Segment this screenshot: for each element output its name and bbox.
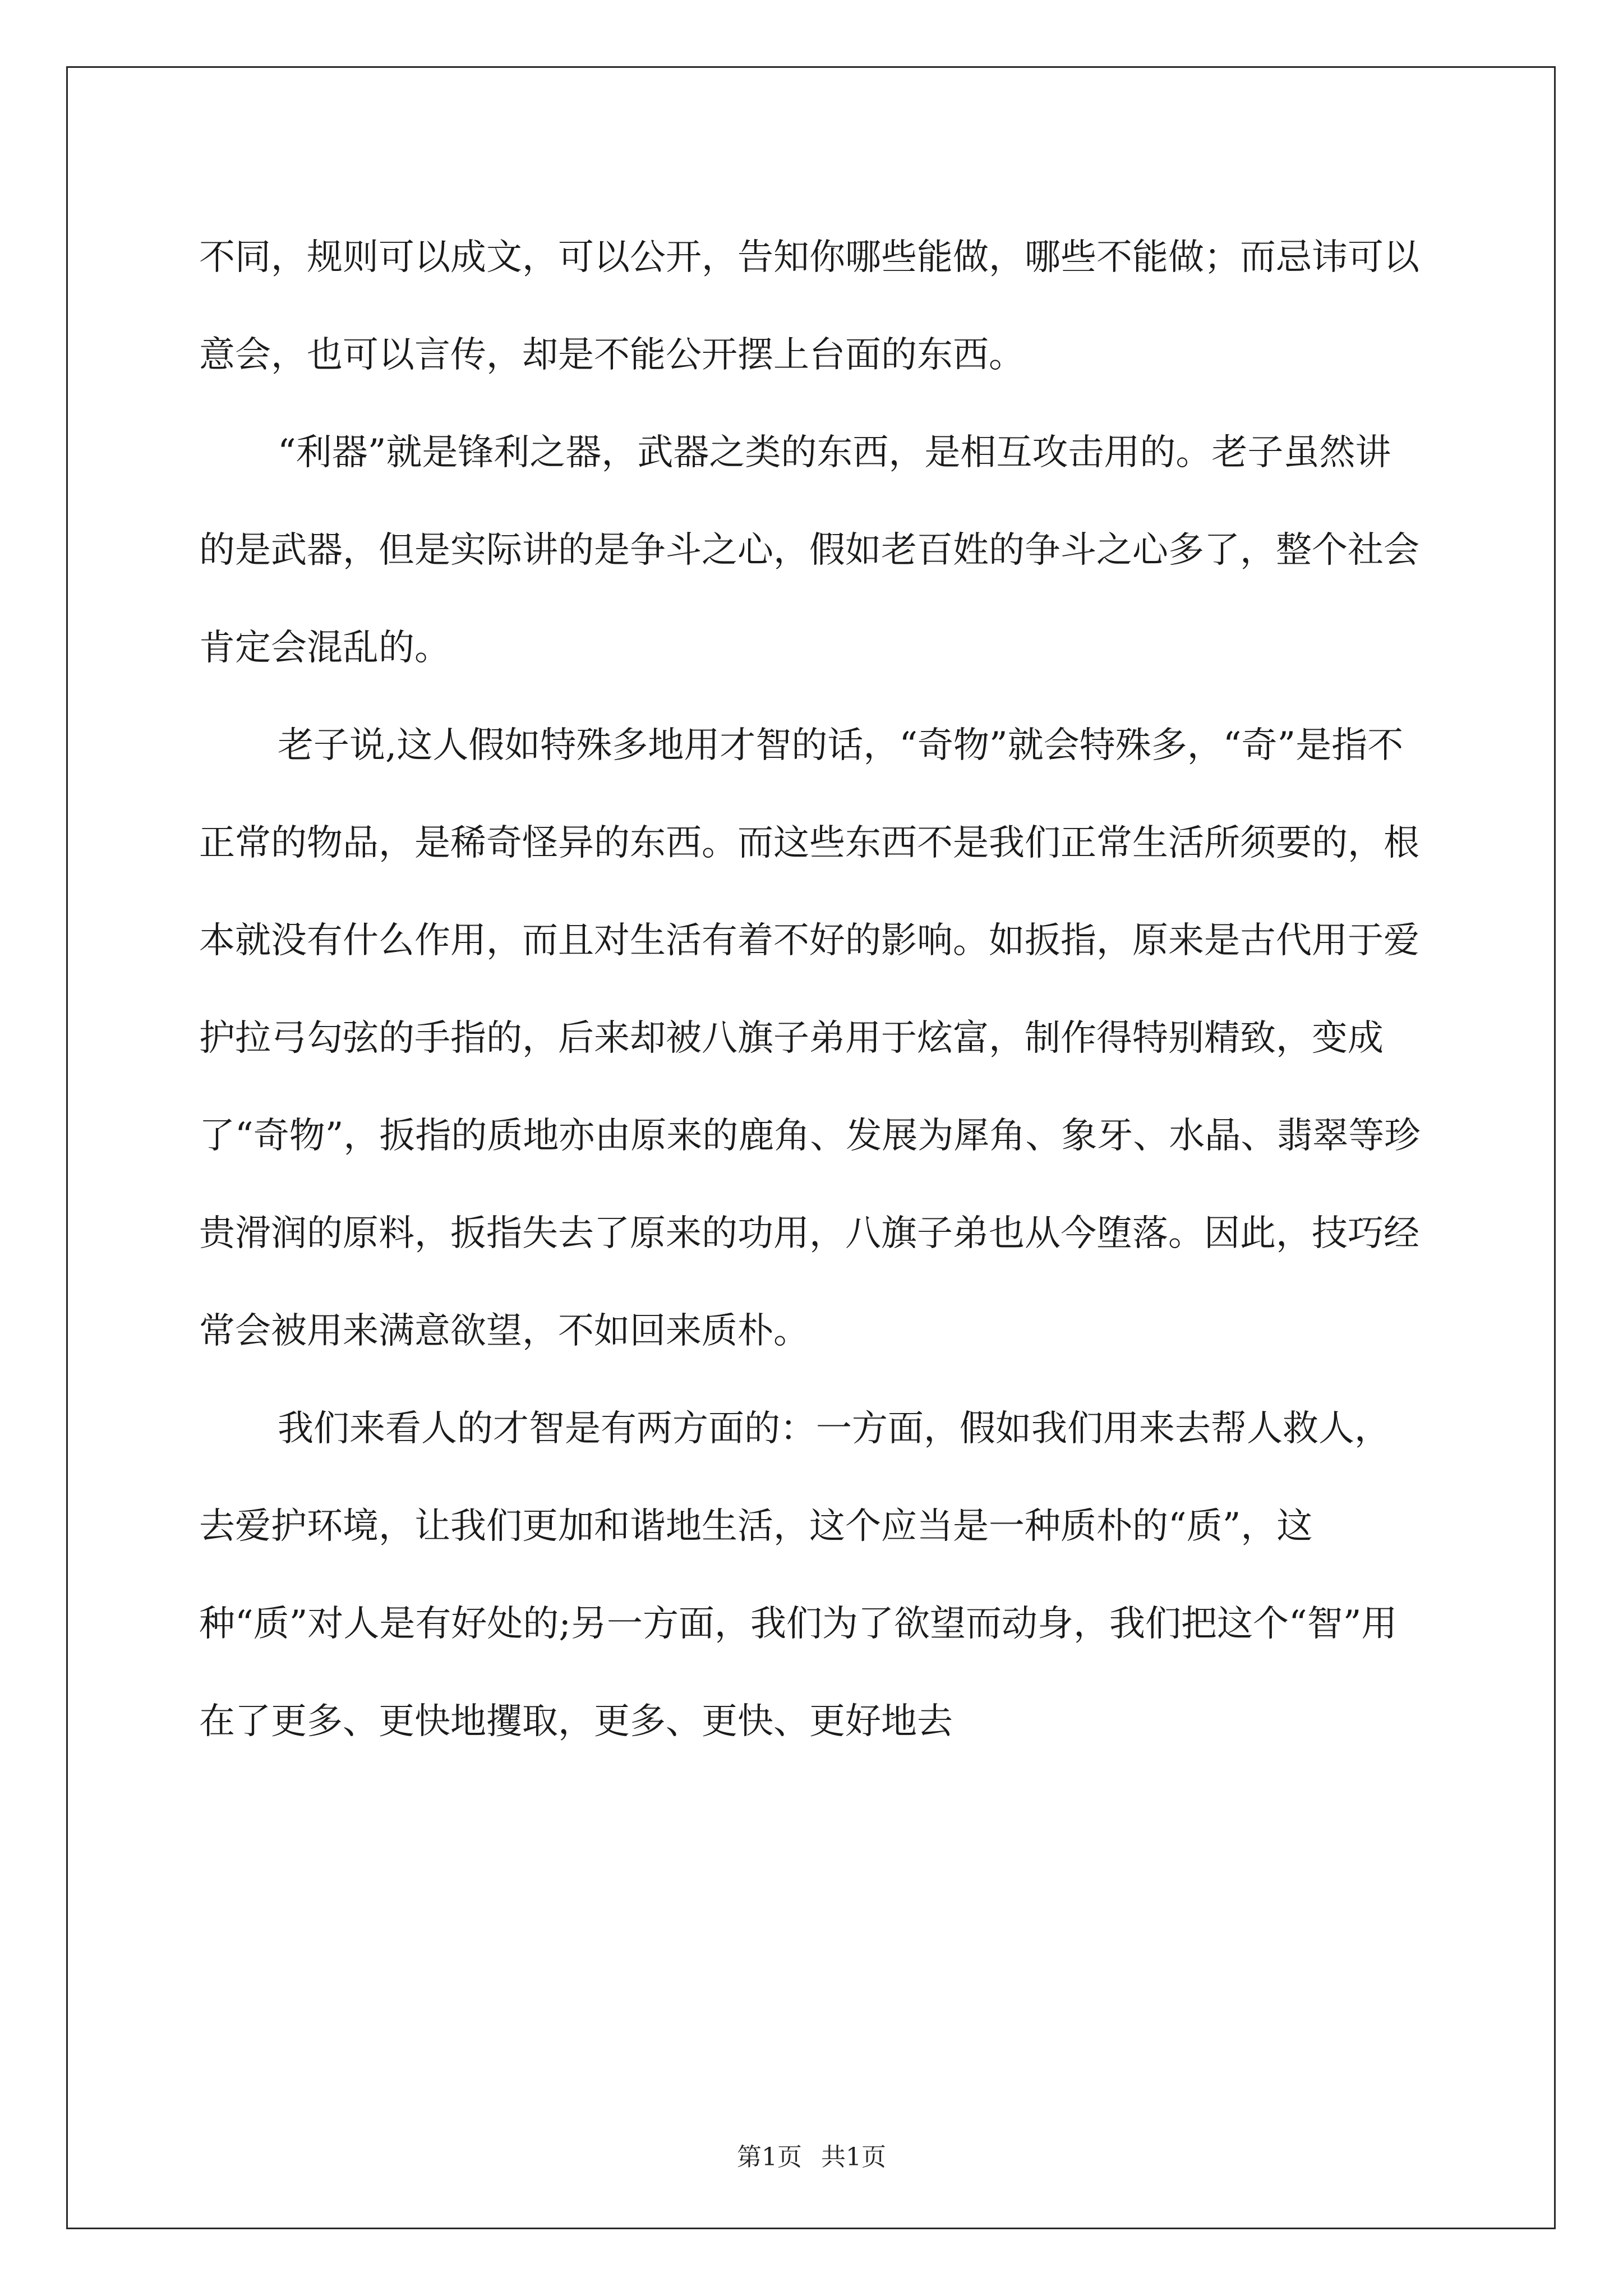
page-number: 第1页 <box>737 2143 802 2171</box>
paragraph-2: “利器”就是锋利之器，武器之类的东西，是相互攻击用的。老子虽然讲的是武器，但是实际讲的是争斗之心，假如老百姓的争斗之心多了，整个社会肯定会混乱的。 <box>199 432 1419 669</box>
paragraph-4: 我们来看人的才智是有两方面的：一方面，假如我们用来去帮人救人，去爱护环境，让我们更加和谐地生活，这个应当是一种质朴的“质”，这种“质”对人是有好处的;另一方面，我们为了欲望而动身，我们把这个“智”用在了更多、更快地攫取，更多、更快、更好地去 <box>199 1408 1398 1742</box>
paragraph-3: 老子说,这人假如特殊多地用才智的话，“奇物”就会特殊多，“奇”是指不正常的物品，是稀奇怪异的东西。而这些东西不是我们正常生活所须要的，根本就没有什么作用，而且对生活有着不好的影响。如扳指，原来是古代用于爱护拉弓勾弦的手指的，后来却被八旗子弟用于炫富，制作得特别精致，变成了“奇物”，扳指的质地亦由原来的鹿角、发展为犀角、象牙、水晶、翡翠等珍贵滑润的原料，扳指失去了原来的功用，八旗子弟也从今堕落。因此，技巧经常会被用来满意欲望，不如回来质朴。 <box>199 725 1421 1352</box>
paragraph-1: 不同，规则可以成文，可以公开，告知你哪些能做，哪些不能做；而忌讳可以意会，也可以言传，却是不能公开摆上台面的东西。 <box>199 237 1419 376</box>
page-total: 共1页 <box>821 2143 886 2171</box>
document-body <box>199 209 1422 1770</box>
page-footer <box>0 2142 1623 2173</box>
